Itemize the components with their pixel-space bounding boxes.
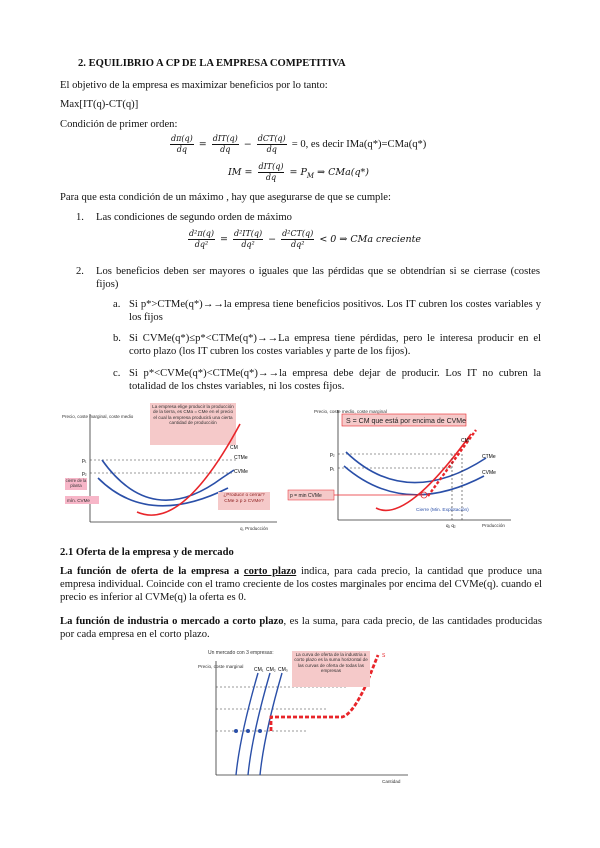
fig3-cm1-curve <box>236 673 258 775</box>
fig3-cm3-label: CM₃ <box>278 667 288 673</box>
fig3-cm1-label: CM₁ <box>254 667 264 673</box>
fig1-min-label: mín. CVMe <box>67 498 90 503</box>
fig2-cierre-label: Cierre (Min. Explotación) <box>416 508 469 513</box>
intro-text: El objetivo de la empresa es maximizar beneficios por lo tanto: <box>60 80 328 91</box>
fig1-yaxis-label: Precio, coste marginal, coste medio <box>62 414 134 419</box>
fig3-xaxis-label: Cantidad <box>382 779 401 784</box>
fig3-top-label: Un mercado con 3 empresas: <box>208 650 274 656</box>
sublist-a-text: Si p*>CTMe(q*)→→la empresa tiene beneficios positivos. Los IT cubren los costes variables y los fijos <box>129 299 541 323</box>
fig2-cm-curve <box>376 434 471 510</box>
fig2-ctme-curve <box>346 452 486 483</box>
fig3-s-label: S <box>382 653 386 659</box>
subsection-title: 2.1 Oferta de la empresa y de mercado <box>60 547 234 558</box>
equation-first-order: $\frac{d\pi(q)}{dq}$ = $\frac{\text{dIT(q)}}{dq}$ − $\frac{\text{dCT(q)}}{dq}$ = 0, es decir IMa(q*)=CMa(q*) <box>171 134 427 154</box>
section-title: 2. EQUILIBRIO A CP DE LA EMPRESA COMPETITIVA <box>78 58 346 69</box>
fig2-yaxis-label: Precio, coste medio, coste marginal <box>314 409 387 414</box>
fig3-point-3 <box>258 729 262 733</box>
fig3-cm2-curve <box>248 673 270 775</box>
list-item-2-number: 2. <box>76 266 84 277</box>
fig2-ctme-label: CTMe <box>482 454 496 460</box>
fig2-cvme-label: CVMe <box>482 470 496 476</box>
fig3-note-text: La curva de oferta de la industria a corto plazo es la suma horizontal de las curvas de oferta de todas las empresas <box>294 652 368 674</box>
fig3-point-1 <box>234 729 238 733</box>
fig2-p1-label: p₁ <box>330 466 335 472</box>
paragraph-firm-supply: La función de oferta de la empresa a corto plazo indica, para cada precio, la cantidad que produce una empresa individual. Coincide con el tramo creciente de los costes marginales por encima del CVMe(q). cuando el precio es inferior al CVMe(q) la oferta es 0. <box>60 566 543 603</box>
fig1-p1-label: p₁ <box>82 458 87 464</box>
fig1-cvme-curve <box>98 478 228 506</box>
fig2-banner-text: S = CM que está por encima de CVMe <box>346 418 467 425</box>
fig1-xaxis-label: q, Producción <box>240 526 269 531</box>
sublist-c-text: Si p*<CVMe(q*)<CTMe(q*)→→la empresa debe dejar de producir. Los IT no cubren la totalidad de los chstes variables, ni los costes fijos. <box>129 368 541 392</box>
sublist-c-letter: c. <box>113 368 121 379</box>
fig3-point-2 <box>246 729 250 733</box>
sublist-a-letter: a. <box>113 299 121 310</box>
max-condition-text: Para que esta condición de un máximo , hay que asegurarse de que se cumple: <box>60 192 391 203</box>
fig1-cvme-label: CVMe <box>234 469 248 475</box>
list-item-2-text: Los beneficios deben ser mayores o iguales que las pérdidas que se obtendrían si se cierrase (costes fijos) <box>96 266 540 290</box>
fig2-q-labels: q₁ q₂ <box>446 523 456 528</box>
first-order-label: Condición de primer orden: <box>60 119 178 130</box>
fig1-pink-text: cierre de la planta <box>65 478 87 488</box>
figure-short-run-decision <box>62 400 282 532</box>
list-item-1-number: 1. <box>76 212 84 223</box>
fig3-yaxis-label: Precio, coste marginal <box>198 664 244 669</box>
fig2-pcvme-label: p = min CVMe <box>290 493 322 499</box>
list-item-1-text: Las condiciones de segundo orden de máximo <box>96 212 292 223</box>
fig3-cm2-label: CM₂ <box>266 667 276 673</box>
paragraph-market-supply: La función de industria o mercado a corto plazo, es la suma, para cada precio, de las cantidades producidas por cada empresa en el corto plazo. <box>60 616 542 640</box>
fig1-callout-text: ¿Producir o cerrar? CMe ≥ p ≥ CVMe? <box>223 493 265 504</box>
max-formula: Max[IT(q)-CT(q)] <box>60 99 139 110</box>
fig1-note-text: La empresa elige producir la producción de la tierra, es CMa = CMe en el precio el cual la empresa producirá una cierta cantidad de producción <box>152 404 234 426</box>
fig2-xaxis-label: Producción <box>482 523 505 528</box>
fig1-p2-label: p₂ <box>82 471 87 477</box>
figure-market-supply <box>196 645 416 785</box>
fig2-cm-label: CM <box>461 438 469 444</box>
fig2-p2-label: p₂ <box>330 452 335 458</box>
fig1-ctme-label: CTMe <box>234 455 248 461</box>
figure-supply-curve-firm <box>286 400 516 532</box>
sublist-b-letter: b. <box>113 333 121 344</box>
sublist-b-text: Si CVMe(q*)≤p*<CTMe(q*)→→La empresa tiene pérdidas, pero le interesa producir en el corto plazo (los IT cubren los costes variables y parte de los fijos). <box>129 333 541 357</box>
equation-second-order: $\frac{\text{d²π(q)}}{\text{dq²}}$ = $\frac{\text{d²IT(q)}}{\text{dq²}}$ − $\frac{\text{d²CT(q)}}{\text{dq²}}$ < 0 ⇒ CMa creciente <box>189 229 422 249</box>
equation-marginal-revenue: IM = $\frac{\text{dIT(q)}}{dq}$ = $P_M$ ⇒ CMa(q*) <box>228 162 369 182</box>
fig1-cm-label: CM <box>230 445 238 451</box>
